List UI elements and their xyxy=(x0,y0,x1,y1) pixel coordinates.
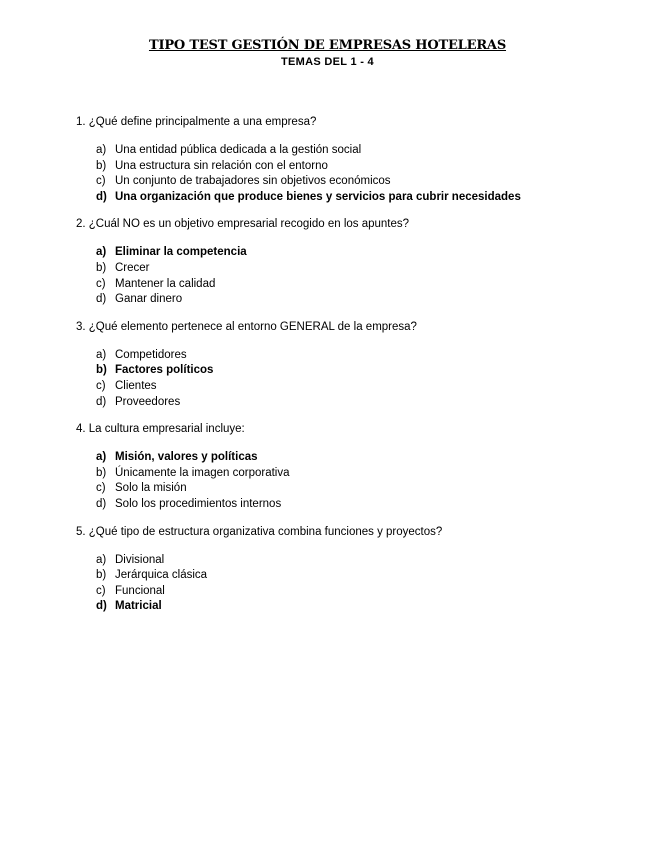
answer-option xyxy=(96,568,636,584)
answer-option xyxy=(96,481,636,497)
answer-option-correct xyxy=(96,450,636,466)
option-list xyxy=(76,553,636,615)
question-text: 4. La cultura empresarial incluye: xyxy=(76,423,245,436)
answer-option xyxy=(96,348,636,364)
option-letter: c) xyxy=(96,175,106,188)
option-letter: a) xyxy=(96,246,107,259)
answer-option xyxy=(96,159,636,175)
option-letter: d) xyxy=(96,293,107,306)
option-letter: b) xyxy=(96,364,107,377)
option-text: Una estructura sin relación con el entorno xyxy=(115,159,328,172)
question-3 xyxy=(76,320,636,410)
option-text: Una organización que produce bienes y servicios para cubrir necesidades xyxy=(115,190,521,203)
answer-option-correct xyxy=(96,245,636,261)
option-letter: c) xyxy=(96,584,106,597)
option-list xyxy=(76,450,636,512)
document-title: TIPO TEST GESTIÓN DE EMPRESAS HOTELERAS xyxy=(148,38,507,53)
option-text: Misión, valores y políticas xyxy=(115,451,258,464)
option-text: Jerárquica clásica xyxy=(115,569,208,582)
option-letter: c) xyxy=(96,379,106,392)
answer-option xyxy=(96,277,636,293)
option-text: Un conjunto de trabajadores sin objetivos económicos xyxy=(115,175,391,188)
answer-option xyxy=(96,379,636,395)
question-text: 5. ¿Qué tipo de estructura organizativa combina funciones y proyectos? xyxy=(76,525,443,538)
question-5 xyxy=(76,525,636,615)
question-2 xyxy=(76,217,636,307)
option-letter: b) xyxy=(96,466,107,479)
answer-option-correct xyxy=(96,363,636,379)
answer-option xyxy=(96,143,636,159)
option-text: Solo la misión xyxy=(115,482,187,495)
option-text: Competidores xyxy=(115,348,187,361)
option-text: Proveedores xyxy=(115,395,181,408)
answer-option xyxy=(96,395,636,411)
answer-option xyxy=(96,174,636,190)
option-letter: a) xyxy=(96,451,107,464)
question-4 xyxy=(76,422,636,512)
option-text: Una entidad pública dedicada a la gestión social xyxy=(115,144,362,156)
option-letter: d) xyxy=(96,600,107,613)
answer-option xyxy=(96,584,636,600)
option-letter: d) xyxy=(96,497,107,510)
question-text: 1. ¿Qué define principalmente a una empresa? xyxy=(76,116,317,128)
option-text: Mantener la calidad xyxy=(115,277,216,290)
option-text: Matricial xyxy=(115,600,162,613)
question-1 xyxy=(76,115,636,205)
option-letter: a) xyxy=(96,144,107,156)
question-list xyxy=(76,115,636,627)
option-list xyxy=(76,348,636,410)
answer-option-correct xyxy=(96,190,636,206)
answer-option xyxy=(96,466,636,482)
option-text: Factores políticos xyxy=(115,364,214,377)
option-list xyxy=(76,245,636,307)
answer-option xyxy=(96,292,636,308)
option-letter: d) xyxy=(96,395,107,408)
option-letter: b) xyxy=(96,261,107,274)
option-letter: b) xyxy=(96,159,107,172)
option-text: Ganar dinero xyxy=(115,293,183,306)
option-text: Funcional xyxy=(115,584,165,597)
answer-option xyxy=(96,553,636,569)
question-text: 2. ¿Cuál NO es un objetivo empresarial recogido en los apuntes? xyxy=(76,218,410,231)
question-text: 3. ¿Qué elemento pertenece al entorno GENERAL de la empresa? xyxy=(76,320,417,333)
option-letter: a) xyxy=(96,553,107,566)
option-text: Eliminar la competencia xyxy=(115,246,247,259)
option-letter: b) xyxy=(96,569,107,582)
answer-option xyxy=(96,497,636,513)
document-subtitle: TEMAS DEL 1 - 4 xyxy=(281,56,374,68)
option-letter: c) xyxy=(96,277,106,290)
option-text: Únicamente la imagen corporativa xyxy=(115,466,290,479)
option-text: Crecer xyxy=(115,261,150,274)
answer-option-correct xyxy=(96,599,636,615)
option-list xyxy=(76,143,636,205)
option-letter: a) xyxy=(96,348,107,361)
option-letter: c) xyxy=(96,482,106,495)
option-text: Divisional xyxy=(115,553,165,566)
option-text: Clientes xyxy=(115,379,157,392)
answer-option xyxy=(96,261,636,277)
option-text: Solo los procedimientos internos xyxy=(115,497,282,510)
option-letter: d) xyxy=(96,190,107,203)
